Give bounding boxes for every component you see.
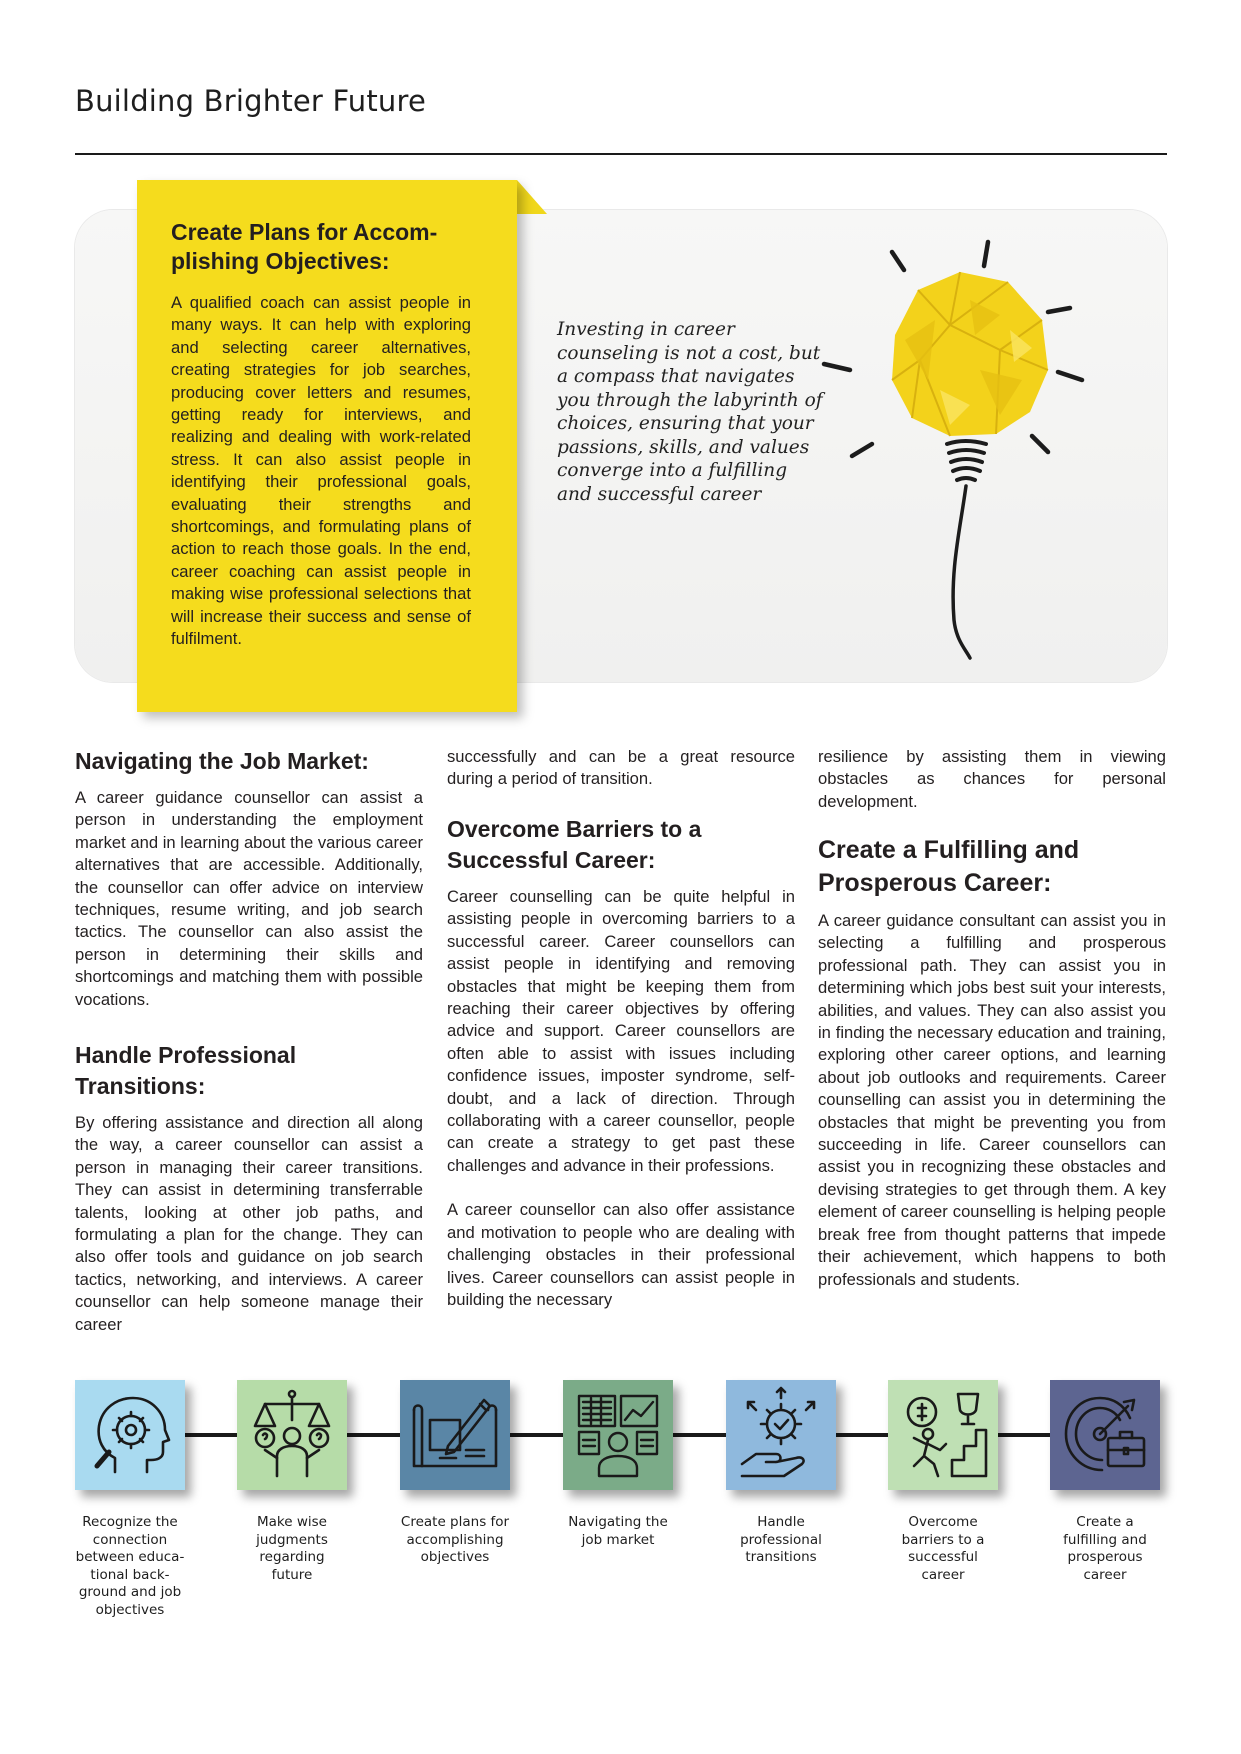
barriers-heading: Overcome Barriers to a Successful Career: — [447, 816, 702, 873]
hand-gear-arrows-icon — [726, 1380, 836, 1490]
hero-heading: Create Plans for Accom- plishing Objectives: — [171, 219, 438, 274]
climber-trophy-icon — [888, 1380, 998, 1490]
head-gear-magnifier-icon — [75, 1380, 185, 1490]
step-4-label: Navigating the job market — [568, 1514, 668, 1548]
step-4-tile — [563, 1380, 673, 1490]
step-7-label: Create a fulfilling and prosperous career — [1063, 1514, 1147, 1583]
blueprint-pencil-icon — [400, 1380, 510, 1490]
barriers-body: Career counselling can be quite helpful in assisting people in overcoming barriers to a successful career. Career counsellors can assist people in identifying and removing obstacles that might be keeping them from reaching their career objectives by offering advice and support. Career counsellors are often able to assist with issues including confidence issues, imposter syndrome, self-doubt, and a lack of direction. Through collaborating with a career counsellor, people can create a strategy to get past these challenges and advance in their professions. — [447, 887, 795, 1175]
barriers-continued: resilience by assisting them in viewing obstacles as chances for personal development. — [818, 747, 1166, 811]
page-title: Building Brighter Future — [75, 84, 427, 118]
step-2-tile — [237, 1380, 347, 1490]
step-2-label: Make wise judgments regarding future — [256, 1514, 328, 1583]
target-briefcase-icon — [1050, 1380, 1160, 1490]
fulfilling-body: A career guidance consultant can assist you in selecting a fulfilling and prosperous professional path. They can assist you in determining which jobs best suit your interests, abilities, and values. They can also assist you in finding the necessary education and training, exploring other career options, and learning about job outlooks and requirements. Career counselling can assist you in determining the obstacles that might be preventing you from succeeding in life. Career counsellors can assist you in recognizing these obstacles and devising strategies to get through them. A key element of career counselling is helping people break free from thought patterns that impede their achievement, which happens to both professionals and students. — [818, 911, 1166, 1289]
crumpled-paper-lightbulb-image — [800, 230, 1140, 660]
step-7-tile — [1050, 1380, 1160, 1490]
hero-quote: Investing in career counseling is not a cost, but a compass that navigates you through the labyrinth of choices, ensuring that your passions, skills, and values converge into a fulfilling and successful career — [557, 319, 823, 505]
transitions-heading: Handle Professional Transitions: — [75, 1042, 297, 1099]
job-market-heading: Navigating the Job Market: — [75, 748, 369, 774]
person-scales-question-icon — [237, 1380, 347, 1490]
step-5-label: Handle professional transitions — [740, 1514, 822, 1565]
hero-yellow-box — [137, 180, 517, 712]
step-3-label: Create plans for accomplishing objectives — [400, 1514, 510, 1565]
job-market-body: A career guidance counsellor can assist a person in understanding the employment market and in learning about the various career alternatives that are accessible. Additionally, the counsellor can offer advice on interview techniques, resume writing, and job search tactics. The counsellor can also assist the person in determining their skills and shortcomings and matching them with possible vocations. — [75, 788, 423, 1009]
step-6-tile — [888, 1380, 998, 1490]
step-1-label: Recognize the connection between educa- tional back- ground and job objectives — [75, 1514, 185, 1618]
fulfilling-heading: Create a Fulfilling and Prosperous Career: — [818, 836, 1080, 897]
section-barriers — [447, 814, 795, 1311]
section-fulfilling — [818, 834, 1166, 1291]
section-job-market — [75, 746, 423, 1011]
section-transitions-continued — [447, 746, 795, 791]
section-barriers-continued — [818, 746, 1166, 813]
step-1-tile — [75, 1380, 185, 1490]
step-3-tile — [400, 1380, 510, 1490]
transitions-body: By offering assistance and direction all along the way, a career counsellor can assist a person in managing their career transitions. They can assist in determining transferrable talents, looking at other job paths, and formulating a plan for the change. They can also offer tools and guidance on job search tactics, networking, and interviews. A career counsellor can help someone manage their career — [75, 1113, 423, 1334]
step-5-tile — [726, 1380, 836, 1490]
person-dashboard-icon — [563, 1380, 673, 1490]
title-divider — [75, 153, 1167, 155]
hero-body: A qualified coach can assist people in many ways. It can help with exploring and selecting career alternatives, creating strategies for job searches, producing cover letters and resumes, getting ready for interviews, and realizing and dealing with work-related stress. It can also assist people in identifying their professional goals, evaluating their strengths and shortcomings, and formulating plans of action to reach those goals. In the end, career coaching can assist people in making wise professional selections that will increase their success and sense of fulfilment. — [171, 293, 471, 649]
section-transitions — [75, 1040, 423, 1336]
step-6-label: Overcome barriers to a successful career — [901, 1514, 985, 1583]
yellow-box-fold — [517, 180, 547, 214]
transitions-continued: successfully and can be a great resource during a period of transition. — [447, 747, 795, 789]
barriers-body-2: A career counsellor can also offer assistance and motivation to people who are dealing with challenging obstacles in their professional lives. Career counsellors can assist people in building the necessary — [447, 1200, 795, 1309]
